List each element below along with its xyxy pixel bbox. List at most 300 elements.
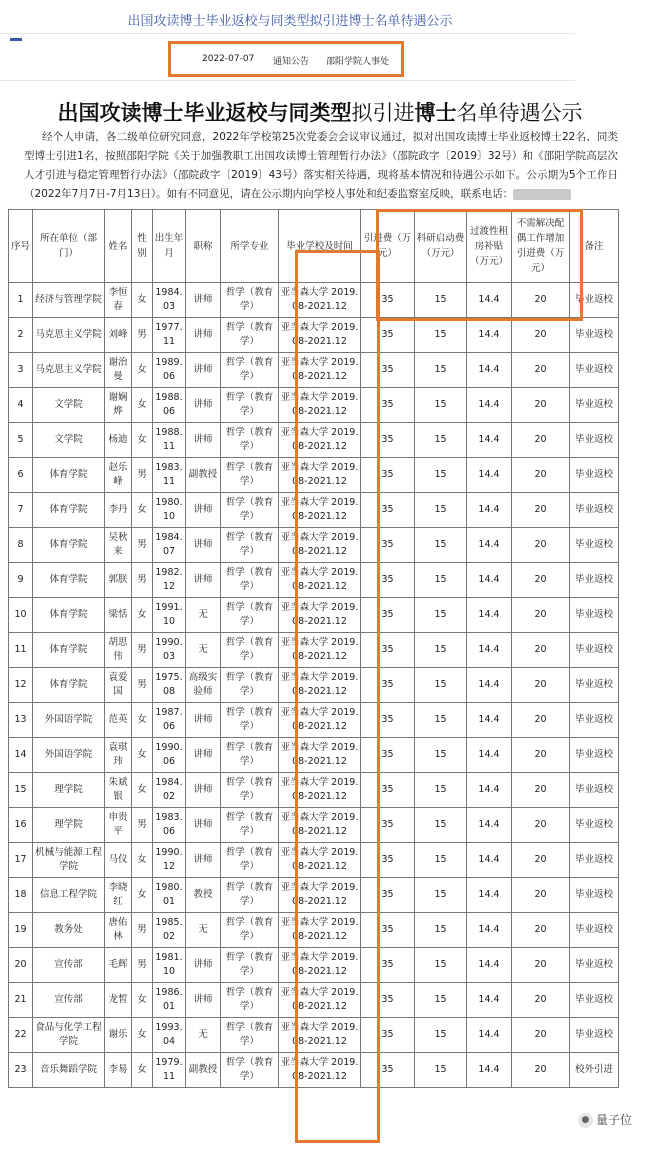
col-department-cell: 信息工程学院 [33, 878, 105, 913]
col-spouse-fee-cell: 20 [512, 318, 570, 353]
col-department-cell: 经济与管理学院 [33, 283, 105, 318]
col-gender-cell: 女 [132, 703, 153, 738]
col-spouse-fee-cell: 20 [512, 808, 570, 843]
col-birth-cell: 1993.04 [153, 1018, 186, 1053]
col-remark-cell: 毕业返校 [570, 318, 619, 353]
col-index-cell: 19 [9, 913, 33, 948]
col-major-cell: 哲学（教育学） [221, 773, 279, 808]
col-housing-cell: 14.4 [467, 1018, 512, 1053]
wechat-icon: ● [578, 1113, 593, 1128]
col-major-cell: 哲学（教育学） [221, 668, 279, 703]
col-housing-cell: 14.4 [467, 458, 512, 493]
col-birth-cell: 1990.03 [153, 633, 186, 668]
col-department-cell: 宣传部 [33, 983, 105, 1018]
col-school-cell: 亚当森大学 2019.08-2021.12 [279, 493, 361, 528]
table-row [9, 493, 619, 528]
col-gender-cell: 女 [132, 983, 153, 1018]
col-department-cell: 体育学院 [33, 563, 105, 598]
col-major-cell: 哲学（教育学） [221, 283, 279, 318]
col-school-cell: 亚当森大学 2019.08-2021.12 [279, 563, 361, 598]
col-name-cell: 龙皙 [105, 983, 132, 1018]
col-housing-cell: 14.4 [467, 668, 512, 703]
col-department-cell: 马克思主义学院 [33, 318, 105, 353]
col-school-cell: 亚当森大学 2019.08-2021.12 [279, 668, 361, 703]
table-row [9, 318, 619, 353]
col-index-cell: 6 [9, 458, 33, 493]
publish-date: 2022-07-07 [202, 54, 255, 64]
col-intro-fee-cell: 35 [361, 983, 415, 1018]
col-major-cell: 哲学（教育学） [221, 633, 279, 668]
col-gender-cell: 女 [132, 843, 153, 878]
article-title [0, 97, 640, 127]
table-row [9, 808, 619, 843]
col-name-cell: 李晓红 [105, 878, 132, 913]
col-birth-cell: 1985.02 [153, 913, 186, 948]
col-department-cell: 体育学院 [33, 598, 105, 633]
col-department-cell: 教务处 [33, 913, 105, 948]
watermark [578, 1111, 632, 1128]
col-spouse-fee-cell: 20 [512, 458, 570, 493]
col-gender-cell: 男 [132, 318, 153, 353]
col-spouse-fee-header: 不需解决配偶工作增加引进费（万元） [512, 210, 570, 283]
col-school-cell: 亚当森大学 2019.08-2021.12 [279, 878, 361, 913]
col-name-cell: 谢娴烨 [105, 388, 132, 423]
article-paragraph [24, 128, 618, 204]
col-department-cell: 理学院 [33, 808, 105, 843]
col-school-cell: 亚当森大学 2019.08-2021.12 [279, 423, 361, 458]
col-spouse-fee-cell: 20 [512, 563, 570, 598]
col-name-cell: 李恒春 [105, 283, 132, 318]
col-intro-fee-cell: 35 [361, 353, 415, 388]
col-gender-cell: 女 [132, 493, 153, 528]
col-gender-cell: 男 [132, 458, 153, 493]
col-index-cell: 5 [9, 423, 33, 458]
col-research-fee-cell: 15 [415, 283, 467, 318]
col-major-cell: 哲学（教育学） [221, 388, 279, 423]
col-name-cell: 李易 [105, 1053, 132, 1088]
col-title-cell: 无 [186, 598, 221, 633]
col-name-cell: 朱斌银 [105, 773, 132, 808]
col-intro-fee-header: 引进费（万元） [361, 210, 415, 283]
col-intro-fee-cell: 35 [361, 948, 415, 983]
col-housing-cell: 14.4 [467, 983, 512, 1018]
col-major-cell: 哲学（教育学） [221, 703, 279, 738]
col-name-cell: 袁爱国 [105, 668, 132, 703]
col-title-cell: 讲师 [186, 773, 221, 808]
col-index-cell: 7 [9, 493, 33, 528]
col-major-cell: 哲学（教育学） [221, 563, 279, 598]
col-remark-cell: 毕业返校 [570, 563, 619, 598]
col-birth-cell: 1990.12 [153, 843, 186, 878]
col-name-cell: 唐佑林 [105, 913, 132, 948]
col-title-cell: 无 [186, 913, 221, 948]
col-birth-cell: 1982.12 [153, 563, 186, 598]
title-part: 出国攻读博士毕业返校与同类型 [57, 101, 352, 125]
redacted-phone [513, 189, 571, 200]
col-major-cell: 哲学（教育学） [221, 458, 279, 493]
col-major-cell: 哲学（教育学） [221, 598, 279, 633]
col-intro-fee-cell: 35 [361, 633, 415, 668]
paragraph-text: 经个人申请，各二级单位研究同意，2022年学校第25次党委会会议审议通过，拟对出国攻读博士毕业返校博士22名、同类型博士引进1名，按照邵阳学院《关于加强教职工出国攻读博士管理暂行办法》（邵院政字〔2019〕32号）和《邵阳学院高层次人才引进与稳定管理暂行办法》（邵院政字〔2019〕43号）落实相关待遇，现将基本情况和待遇公示如下。公示期为5个工作日（2022年7月7日-7月13日）。如有不同意见，请在公示期内向学校人事处和纪委监察室反映，联系电话： [24, 131, 618, 200]
col-school-header: 毕业学校及时间 [279, 210, 361, 283]
col-department-cell: 宣传部 [33, 948, 105, 983]
table-row [9, 353, 619, 388]
col-remark-cell: 毕业返校 [570, 913, 619, 948]
col-department-cell: 音乐舞蹈学院 [33, 1053, 105, 1088]
col-remark-cell: 毕业返校 [570, 1018, 619, 1053]
col-intro-fee-cell: 35 [361, 1018, 415, 1053]
col-school-cell: 亚当森大学 2019.08-2021.12 [279, 773, 361, 808]
col-spouse-fee-cell: 20 [512, 283, 570, 318]
col-major-cell: 哲学（教育学） [221, 423, 279, 458]
col-research-fee-cell: 15 [415, 388, 467, 423]
col-gender-cell: 男 [132, 633, 153, 668]
divider [0, 33, 575, 34]
table-row [9, 633, 619, 668]
col-gender-cell: 女 [132, 1018, 153, 1053]
col-housing-cell: 14.4 [467, 318, 512, 353]
col-gender-cell: 男 [132, 948, 153, 983]
table-row [9, 773, 619, 808]
col-school-cell: 亚当森大学 2019.08-2021.12 [279, 1053, 361, 1088]
col-major-cell: 哲学（教育学） [221, 493, 279, 528]
col-intro-fee-cell: 35 [361, 1053, 415, 1088]
table-row [9, 563, 619, 598]
col-research-fee-cell: 15 [415, 948, 467, 983]
col-spouse-fee-cell: 20 [512, 423, 570, 458]
col-intro-fee-cell: 35 [361, 913, 415, 948]
table-row [9, 388, 619, 423]
col-index-cell: 3 [9, 353, 33, 388]
col-housing-cell: 14.4 [467, 808, 512, 843]
col-name-cell: 刘峰 [105, 318, 132, 353]
col-school-cell: 亚当森大学 2019.08-2021.12 [279, 738, 361, 773]
col-title-cell: 讲师 [186, 843, 221, 878]
col-research-fee-cell: 15 [415, 668, 467, 703]
col-remark-cell: 毕业返校 [570, 633, 619, 668]
col-remark-cell: 毕业返校 [570, 808, 619, 843]
divider [0, 80, 575, 81]
col-gender-cell: 女 [132, 388, 153, 423]
col-title-cell: 讲师 [186, 493, 221, 528]
col-school-cell: 亚当森大学 2019.08-2021.12 [279, 913, 361, 948]
col-major-cell: 哲学（教育学） [221, 318, 279, 353]
col-school-cell: 亚当森大学 2019.08-2021.12 [279, 948, 361, 983]
col-research-fee-cell: 15 [415, 318, 467, 353]
col-remark-cell: 毕业返校 [570, 353, 619, 388]
col-name-cell: 吴秋来 [105, 528, 132, 563]
table-row [9, 843, 619, 878]
col-name-cell: 杨迪 [105, 423, 132, 458]
col-housing-cell: 14.4 [467, 388, 512, 423]
col-gender-cell: 男 [132, 528, 153, 563]
col-name-cell: 谢治曼 [105, 353, 132, 388]
col-major-cell: 哲学（教育学） [221, 913, 279, 948]
col-department-cell: 文学院 [33, 388, 105, 423]
col-birth-cell: 1981.10 [153, 948, 186, 983]
col-birth-cell: 1986.01 [153, 983, 186, 1018]
col-birth-cell: 1984.07 [153, 528, 186, 563]
col-major-cell: 哲学（教育学） [221, 528, 279, 563]
col-remark-header: 备注 [570, 210, 619, 283]
title-part: 博士 [414, 101, 457, 125]
col-name-header: 姓名 [105, 210, 132, 283]
col-department-cell: 体育学院 [33, 493, 105, 528]
col-remark-cell: 毕业返校 [570, 283, 619, 318]
col-title-cell: 讲师 [186, 563, 221, 598]
col-school-cell: 亚当森大学 2019.08-2021.12 [279, 318, 361, 353]
col-intro-fee-cell: 35 [361, 563, 415, 598]
col-housing-cell: 14.4 [467, 878, 512, 913]
col-intro-fee-cell: 35 [361, 738, 415, 773]
col-name-cell: 申贵平 [105, 808, 132, 843]
col-birth-cell: 1988.06 [153, 388, 186, 423]
col-housing-cell: 14.4 [467, 528, 512, 563]
col-housing-cell: 14.4 [467, 633, 512, 668]
col-name-cell: 范英 [105, 703, 132, 738]
col-major-header: 所学专业 [221, 210, 279, 283]
col-title-cell: 讲师 [186, 948, 221, 983]
col-spouse-fee-cell: 20 [512, 633, 570, 668]
col-name-cell: 李丹 [105, 493, 132, 528]
col-name-cell: 郭朕 [105, 563, 132, 598]
col-remark-cell: 毕业返校 [570, 843, 619, 878]
col-housing-cell: 14.4 [467, 773, 512, 808]
col-title-header: 职称 [186, 210, 221, 283]
col-housing-cell: 14.4 [467, 843, 512, 878]
title-part: 名单待遇公示 [456, 101, 583, 125]
col-remark-cell: 毕业返校 [570, 528, 619, 563]
col-spouse-fee-cell: 20 [512, 983, 570, 1018]
col-index-cell: 12 [9, 668, 33, 703]
col-gender-cell: 女 [132, 598, 153, 633]
col-birth-cell: 1983.11 [153, 458, 186, 493]
table-row [9, 948, 619, 983]
col-gender-cell: 女 [132, 878, 153, 913]
col-name-cell: 赵乐峰 [105, 458, 132, 493]
meta-highlight-box [168, 41, 404, 77]
col-research-fee-cell: 15 [415, 843, 467, 878]
col-intro-fee-cell: 35 [361, 668, 415, 703]
col-remark-cell: 校外引进 [570, 1053, 619, 1088]
col-intro-fee-cell: 35 [361, 493, 415, 528]
col-index-header: 序号 [9, 210, 33, 283]
col-gender-header: 性别 [132, 210, 153, 283]
title-accent [10, 38, 22, 41]
col-spouse-fee-cell: 20 [512, 353, 570, 388]
col-research-fee-cell: 15 [415, 773, 467, 808]
col-spouse-fee-cell: 20 [512, 388, 570, 423]
col-index-cell: 22 [9, 1018, 33, 1053]
col-remark-cell: 毕业返校 [570, 493, 619, 528]
col-intro-fee-cell: 35 [361, 878, 415, 913]
col-gender-cell: 男 [132, 563, 153, 598]
col-department-cell: 马克思主义学院 [33, 353, 105, 388]
col-major-cell: 哲学（教育学） [221, 983, 279, 1018]
col-housing-cell: 14.4 [467, 563, 512, 598]
col-name-cell: 谢乐 [105, 1018, 132, 1053]
col-index-cell: 21 [9, 983, 33, 1018]
col-housing-cell: 14.4 [467, 353, 512, 388]
col-birth-cell: 1977.11 [153, 318, 186, 353]
col-title-cell: 讲师 [186, 738, 221, 773]
col-spouse-fee-cell: 20 [512, 668, 570, 703]
col-department-cell: 理学院 [33, 773, 105, 808]
col-school-cell: 亚当森大学 2019.08-2021.12 [279, 388, 361, 423]
col-title-cell: 无 [186, 633, 221, 668]
col-department-cell: 文学院 [33, 423, 105, 458]
col-research-fee-cell: 15 [415, 528, 467, 563]
col-research-fee-cell: 15 [415, 913, 467, 948]
col-spouse-fee-cell: 20 [512, 773, 570, 808]
col-spouse-fee-cell: 20 [512, 738, 570, 773]
col-research-fee-cell: 15 [415, 633, 467, 668]
col-index-cell: 17 [9, 843, 33, 878]
col-index-cell: 4 [9, 388, 33, 423]
col-index-cell: 8 [9, 528, 33, 563]
col-housing-header: 过渡性租房补贴（万元） [467, 210, 512, 283]
col-birth-cell: 1980.10 [153, 493, 186, 528]
col-school-cell: 亚当森大学 2019.08-2021.12 [279, 458, 361, 493]
col-intro-fee-cell: 35 [361, 318, 415, 353]
col-index-cell: 20 [9, 948, 33, 983]
col-index-cell: 23 [9, 1053, 33, 1088]
col-research-fee-header: 科研启动费（万元） [415, 210, 467, 283]
col-index-cell: 15 [9, 773, 33, 808]
col-gender-cell: 男 [132, 913, 153, 948]
col-housing-cell: 14.4 [467, 493, 512, 528]
col-major-cell: 哲学（教育学） [221, 878, 279, 913]
col-gender-cell: 女 [132, 1053, 153, 1088]
col-research-fee-cell: 15 [415, 598, 467, 633]
col-birth-cell: 1988.11 [153, 423, 186, 458]
col-title-cell: 讲师 [186, 353, 221, 388]
col-research-fee-cell: 15 [415, 353, 467, 388]
col-title-cell: 讲师 [186, 318, 221, 353]
col-intro-fee-cell: 35 [361, 808, 415, 843]
col-housing-cell: 14.4 [467, 1053, 512, 1088]
col-department-cell: 食品与化学工程学院 [33, 1018, 105, 1053]
col-school-cell: 亚当森大学 2019.08-2021.12 [279, 843, 361, 878]
col-research-fee-cell: 15 [415, 808, 467, 843]
col-spouse-fee-cell: 20 [512, 878, 570, 913]
col-department-cell: 外国语学院 [33, 738, 105, 773]
col-intro-fee-cell: 35 [361, 773, 415, 808]
col-title-cell: 讲师 [186, 528, 221, 563]
col-remark-cell: 毕业返校 [570, 878, 619, 913]
watermark-text: 量子位 [595, 1113, 632, 1127]
col-intro-fee-cell: 35 [361, 423, 415, 458]
col-remark-cell: 毕业返校 [570, 738, 619, 773]
col-school-cell: 亚当森大学 2019.08-2021.12 [279, 703, 361, 738]
col-intro-fee-cell: 35 [361, 843, 415, 878]
staff-table [8, 209, 619, 1088]
col-title-cell: 副教授 [186, 458, 221, 493]
col-title-cell: 讲师 [186, 388, 221, 423]
col-research-fee-cell: 15 [415, 493, 467, 528]
col-birth-header: 出生年月 [153, 210, 186, 283]
col-research-fee-cell: 15 [415, 703, 467, 738]
col-major-cell: 哲学（教育学） [221, 1053, 279, 1088]
col-research-fee-cell: 15 [415, 878, 467, 913]
col-gender-cell: 女 [132, 283, 153, 318]
col-major-cell: 哲学（教育学） [221, 948, 279, 983]
col-intro-fee-cell: 35 [361, 388, 415, 423]
table-row [9, 703, 619, 738]
publisher: 邵阳学院人事处 [326, 57, 390, 67]
col-intro-fee-cell: 35 [361, 283, 415, 318]
col-spouse-fee-cell: 20 [512, 948, 570, 983]
table-row [9, 423, 619, 458]
col-housing-cell: 14.4 [467, 738, 512, 773]
col-name-cell: 毛辉 [105, 948, 132, 983]
col-spouse-fee-cell: 20 [512, 598, 570, 633]
col-department-cell: 体育学院 [33, 528, 105, 563]
col-spouse-fee-cell: 20 [512, 1053, 570, 1088]
col-remark-cell: 毕业返校 [570, 388, 619, 423]
col-remark-cell: 毕业返校 [570, 703, 619, 738]
col-spouse-fee-cell: 20 [512, 913, 570, 948]
col-title-cell: 讲师 [186, 808, 221, 843]
col-department-header: 所在单位（部门） [33, 210, 105, 283]
table-row [9, 983, 619, 1018]
col-title-cell: 讲师 [186, 423, 221, 458]
category-link[interactable]: 通知公告 [273, 57, 310, 67]
col-department-cell: 体育学院 [33, 458, 105, 493]
col-name-cell: 袁琪玮 [105, 738, 132, 773]
col-index-cell: 18 [9, 878, 33, 913]
col-remark-cell: 毕业返校 [570, 598, 619, 633]
col-index-cell: 13 [9, 703, 33, 738]
col-gender-cell: 女 [132, 423, 153, 458]
col-birth-cell: 1990.06 [153, 738, 186, 773]
col-major-cell: 哲学（教育学） [221, 808, 279, 843]
col-department-cell: 体育学院 [33, 633, 105, 668]
col-remark-cell: 毕业返校 [570, 948, 619, 983]
table-row [9, 528, 619, 563]
col-department-cell: 机械与能源工程学院 [33, 843, 105, 878]
col-birth-cell: 1975.08 [153, 668, 186, 703]
col-housing-cell: 14.4 [467, 423, 512, 458]
col-research-fee-cell: 15 [415, 563, 467, 598]
col-birth-cell: 1984.02 [153, 773, 186, 808]
col-index-cell: 1 [9, 283, 33, 318]
col-spouse-fee-cell: 20 [512, 528, 570, 563]
col-remark-cell: 毕业返校 [570, 668, 619, 703]
table-row [9, 1053, 619, 1088]
col-remark-cell: 毕业返校 [570, 773, 619, 808]
col-gender-cell: 女 [132, 353, 153, 388]
table-row [9, 668, 619, 703]
col-major-cell: 哲学（教育学） [221, 1018, 279, 1053]
col-major-cell: 哲学（教育学） [221, 738, 279, 773]
col-intro-fee-cell: 35 [361, 458, 415, 493]
col-remark-cell: 毕业返校 [570, 423, 619, 458]
col-birth-cell: 1983.06 [153, 808, 186, 843]
col-title-cell: 讲师 [186, 983, 221, 1018]
col-department-cell: 外国语学院 [33, 703, 105, 738]
col-research-fee-cell: 15 [415, 983, 467, 1018]
col-index-cell: 14 [9, 738, 33, 773]
table-row [9, 458, 619, 493]
col-title-cell: 无 [186, 1018, 221, 1053]
col-remark-cell: 毕业返校 [570, 458, 619, 493]
col-housing-cell: 14.4 [467, 283, 512, 318]
page-title: 出国攻读博士毕业返校与同类型拟引进博士名单待遇公示 [127, 14, 453, 29]
col-title-cell: 副教授 [186, 1053, 221, 1088]
col-school-cell: 亚当森大学 2019.08-2021.12 [279, 353, 361, 388]
table-row [9, 738, 619, 773]
